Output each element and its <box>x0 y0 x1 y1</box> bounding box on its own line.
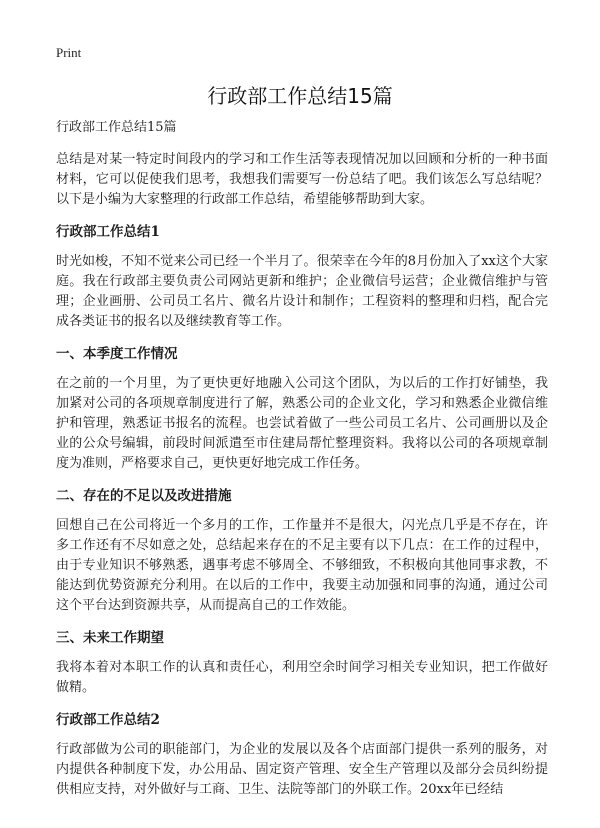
section-paragraph: 在之前的一个月里，为了更快更好地融入公司这个团队，为以后的工作打好铺垫，我加紧对公司的各项规章制度进行了解，熟悉公司的企业文化，学习和熟悉企业微信维护和管理，熟悉证书报名的流程。也尝试着做了一些公司员工名片、公司画册以及企业的公众号编辑，前段时间派遣至市住建局帮忙整理资料。我将以公司的各项规章制度为准则，严格要求自己，更快更好地完成工作任务。 <box>56 376 548 471</box>
section-paragraph: 我将本着对本职工作的认真和责任心，利用空余时间学习相关专业知识，把工作做好做精。 <box>56 660 548 695</box>
intro-paragraph: 总结是对某一特定时间段内的学习和工作生活等表现情况加以回顾和分析的一种书面材料，它可以促使我们思考，我想我们需要写一份总结了吧。我们该怎么写总结呢？以下是小编为大家整理的行政部工作总结，希望能够帮助到大家。 <box>56 152 548 207</box>
print-link[interactable]: Print <box>56 45 82 60</box>
section-heading: 三、未来工作期望 <box>56 630 164 646</box>
section-paragraph: 行政部做为公司的职能部门，为企业的发展以及各个店面部门提供一系列的服务，对内提供各种制度下发，办公用品、固定资产管理、安全生产管理以及部分会员纠纷提供相应支持，对外做好与工商、卫生、法院等部门的外联工作。20xx年已经结 <box>56 742 548 797</box>
document-subtitle: 行政部工作总结15篇 <box>56 120 177 135</box>
section-heading: 二、存在的不足以及改进措施 <box>56 488 232 504</box>
section-paragraph: 时光如梭，不知不觉来公司已经一个半月了。很荣幸在今年的8月份加入了xx这个大家庭。我在行政部主要负责公司网站更新和维护；企业微信号运营；企业微信维护与管理；企业画册、公司员工名片、微名片设计和制作；工程资料的整理和归档，配合完成各类证书的报名以及继续教育等工作。 <box>56 254 548 329</box>
section-heading: 行政部工作总结2 <box>56 712 160 728</box>
section-heading: 一、本季度工作情况 <box>56 346 178 362</box>
document-body <box>56 118 548 800</box>
page-title: 行政部工作总结15篇 <box>207 84 393 108</box>
section-heading: 行政部工作总结1 <box>56 224 160 240</box>
section-paragraph: 回想自己在公司将近一个多月的工作，工作量并不是很大，闪光点几乎是不存在，许多工作还有不尽如意之处，总结起来存在的不足主要有以下几点：在工作的过程中，由于专业知识不够熟悉，遇事考虑不够周全、不够细致，不积极向其他同事求教，不能达到优势资源充分利用。在以后的工作中，我要主动加强和同事的沟通，通过公司这个平台达到资源共享，从而提高自己的工作效能。 <box>56 518 548 613</box>
